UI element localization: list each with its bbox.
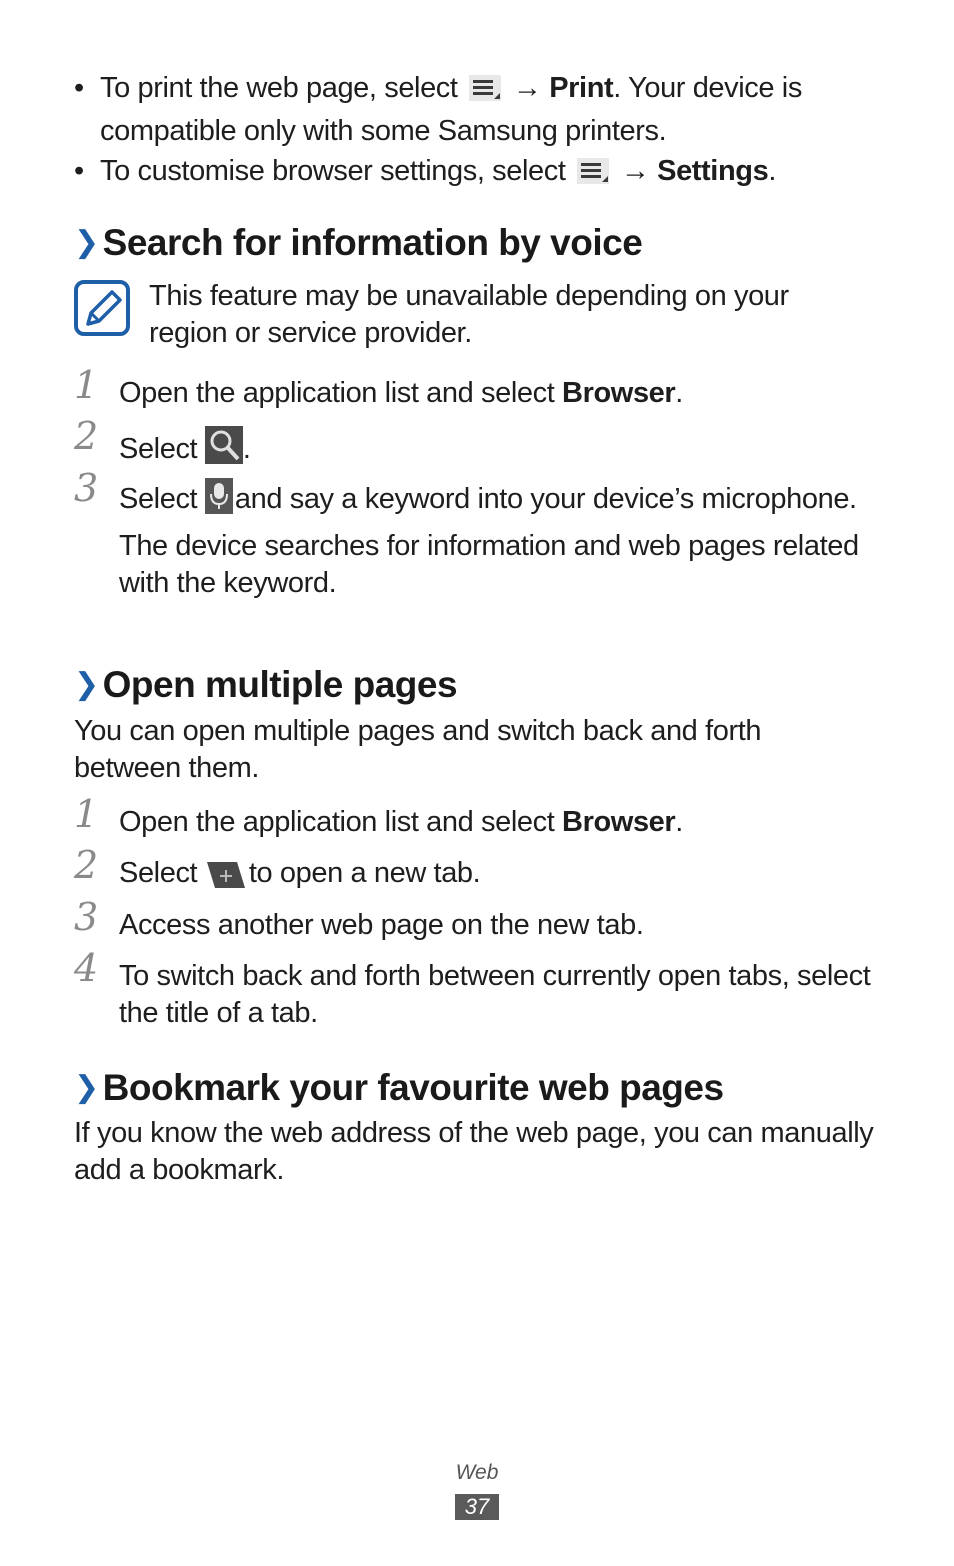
bullet-text: To customise browser settings, select [100, 155, 566, 187]
chevron-icon: ❯ [74, 1071, 99, 1104]
arrow: → [512, 72, 542, 104]
step-text-end: . [675, 806, 683, 838]
section-intro: You can open multiple pages and switch back and forth between them. [74, 715, 762, 784]
step-result: The device searches for information and web pages related with the keyword. [119, 530, 859, 599]
microphone-icon [205, 478, 233, 524]
bullet-text: To print the web page, select [100, 72, 458, 104]
page-number: 37 [455, 1494, 499, 1520]
bold-term: Print [549, 72, 614, 104]
new-tab-icon [207, 858, 245, 898]
step-text: Access another web page on the new tab. [119, 909, 644, 941]
bullet-print [74, 70, 874, 150]
bold-term: Browser [562, 806, 676, 838]
step-number: 3 [74, 895, 98, 939]
bullet-dot: • [74, 155, 84, 187]
section-intro: If you know the web address of the web page, you can manually add a bookmark. [74, 1117, 874, 1186]
step-number: 2 [74, 843, 98, 887]
search-icon [205, 426, 243, 474]
bullet-text-end: . [768, 155, 776, 187]
footer-section-label: Web [455, 1461, 499, 1484]
step-number: 1 [74, 363, 98, 407]
step-text-start: Open the application list and select [119, 377, 563, 409]
bullet-list [74, 70, 874, 199]
step-text-end: . [675, 377, 683, 409]
section-title-voice-search [74, 222, 642, 264]
note-pencil-icon [74, 280, 130, 346]
chevron-icon: ❯ [74, 226, 99, 259]
step-text-end: . [242, 433, 251, 465]
section-title-text: Open multiple pages [102, 664, 458, 705]
arrow: → [620, 155, 650, 187]
step-text-start: Open the application list and select [119, 806, 563, 838]
step-number: 3 [74, 466, 98, 510]
menu-icon [468, 73, 502, 113]
step-text-start: Select [119, 433, 198, 465]
step-text-start: Select [119, 483, 198, 515]
bullet-dot: • [74, 72, 84, 104]
step-number: 4 [74, 946, 98, 990]
step-text [119, 426, 879, 474]
chevron-icon: ❯ [74, 668, 99, 701]
bullet-text-end: . Your device is compatible only with some Samsung printers. [100, 72, 802, 147]
step-text [119, 855, 879, 898]
step-text-end: and say a keyword into your device’s microphone. [234, 483, 857, 515]
step-text: To switch back and forth between currently open tabs, select the title of a tab. [119, 960, 871, 1029]
section-title-text: Search for information by voice [102, 222, 643, 263]
section-title-bookmark [74, 1067, 724, 1109]
step-text [119, 375, 879, 412]
note-text: This feature may be unavailable depending on your region or service provider. [149, 280, 789, 349]
step-text-start: Select [119, 857, 198, 889]
menu-icon [576, 156, 610, 196]
bullet-settings [74, 153, 874, 196]
step-number: 1 [74, 792, 98, 836]
section-title-text: Bookmark your favourite web pages [102, 1067, 724, 1108]
step-text-end: to open a new tab. [248, 857, 481, 889]
bold-term: Settings [657, 155, 769, 187]
step-number: 2 [74, 414, 98, 458]
section-title-multiple-pages [74, 664, 457, 706]
step-text [119, 804, 879, 841]
step-text [119, 478, 879, 602]
bold-term: Browser [562, 377, 676, 409]
